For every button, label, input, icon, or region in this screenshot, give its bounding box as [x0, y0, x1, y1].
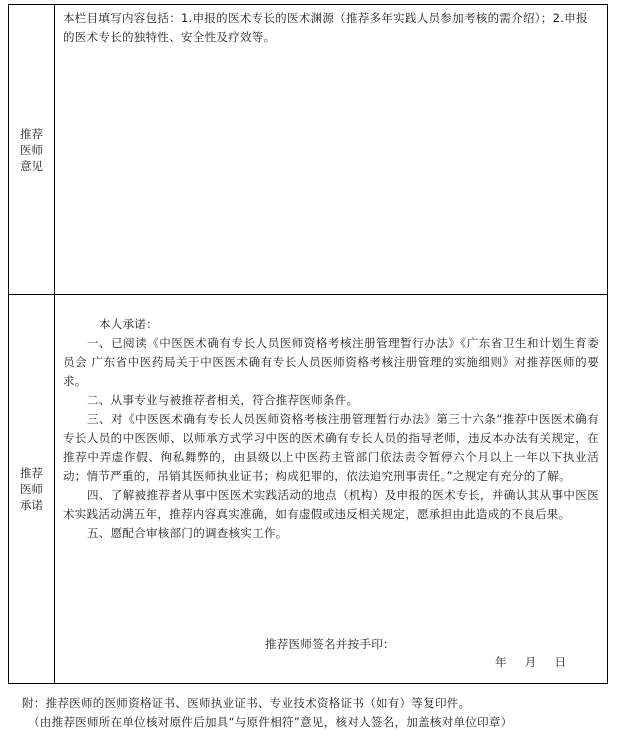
opinion-instructions: 本栏目填写内容包括：1.申报的医术专长的医术渊源（推荐多年实践人员参加考核的需介绍）；2.申报的医术专长的独特性、安全性及疗效等。 [63, 11, 588, 44]
date-field[interactable]: 年 月 日 [495, 655, 567, 669]
opinion-row [9, 5, 607, 295]
attachment-note-line-2: （由推荐医师所在单位核对原件后加具“与原件相符”意见，核对人签名，加盖核对单位印章） [28, 715, 513, 729]
pledge-heading: 本人承诺： [99, 317, 158, 331]
pledge-item-5: 五、愿配合审核部门的调查核实工作。 [87, 526, 288, 540]
pledge-row [9, 295, 607, 683]
pledge-content-cell [55, 295, 607, 683]
attachment-note [22, 694, 602, 732]
pledge-label: 推荐医师承诺 [20, 466, 43, 512]
pledge-item-3: 三、对《中医医术确有专长人员医师资格考核注册管理暂行办法》第三十六条“推荐中医医术确有专长人员的中医医师、以师承方式学习中医的医术确有专长人员的指导老师，违反本办法有关规定，在推荐中弄虚作假、徇私舞弊的，由县级以上中医药主管部门依法责令暂停六个月以上一年以下执业活动；情节严重的，吊销其医师执业证书；构成犯罪的，依法追究刑事责任。”之规定有充分的了解。 [63, 412, 599, 483]
opinion-content-cell[interactable] [55, 5, 607, 294]
pledge-item-4: 四、了解被推荐者从事中医医术实践活动的地点（机构）及申报的医术专长，并确认其从事中医医术实践活动满五年，推荐内容真实准确，如有虚假或违反相关规定，愿承担由此造成的不良后果。 [63, 488, 599, 521]
pledge-item-2: 二、从事专业与被推荐者相关，符合推荐医师条件。 [87, 393, 359, 407]
pledge-item-1: 一、已阅读《中医医术确有专长人员医师资格考核注册管理暂行办法》《广东省卫生和计划生育委员会 广东省中医药局关于中医医术确有专长人员医师资格考核注册管理的实施细则》对推荐医师的要求。 [63, 336, 599, 388]
opinion-label-cell [9, 5, 55, 294]
pledge-label-cell [9, 295, 55, 683]
opinion-label: 推荐医师意见 [20, 126, 43, 173]
recommendation-form-table [8, 4, 608, 684]
signature-field[interactable]: 推荐医师签名并按手印： [265, 637, 395, 651]
attachment-note-line-1: 附：推荐医师的医师资格证书、医师执业证书、专业技术资格证书（如有）等复印件。 [22, 696, 471, 710]
